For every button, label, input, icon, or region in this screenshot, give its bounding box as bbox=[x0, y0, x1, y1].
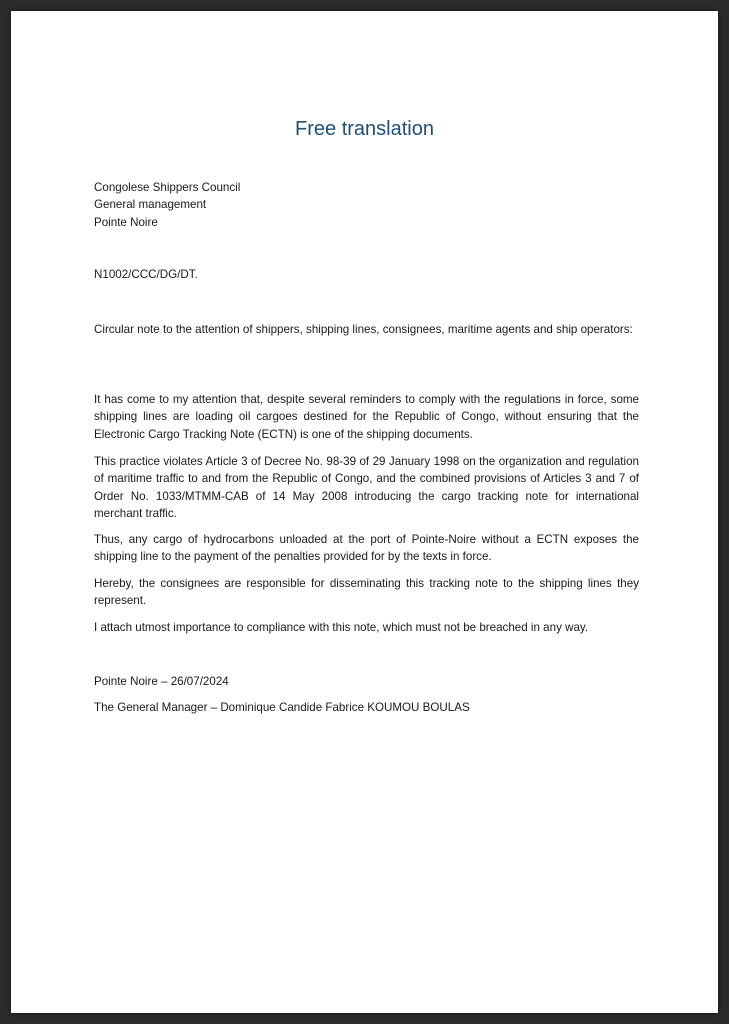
sender-organization: Congolese Shippers Council bbox=[94, 181, 241, 194]
body-paragraph-1: It has come to my attention that, despite several reminders to comply with the regulations in force, some shipping lines are loading oil cargoes destined for the Republic of Congo, without ensuring that the Electronic Cargo Tracking Note (ECTN) is one of the shipping documents. bbox=[94, 393, 639, 441]
sender-city: Pointe Noire bbox=[94, 215, 158, 229]
place-date: Pointe Noire – 26/07/2024 bbox=[94, 675, 229, 688]
body-paragraph-2: This practice violates Article 3 of Decree No. 98-39 of 29 January 1998 on the organization and regulation of maritime traffic to and from the Republic of Congo, and the combined provisions of Articles 3 and 7 of Order No. 1033/MTMM-CAB of 14 May 2008 introducing the cargo tracking note for international merchant traffic. bbox=[94, 455, 639, 521]
document-title: Free translation bbox=[295, 118, 434, 140]
sender-block bbox=[94, 179, 639, 231]
body-paragraph-4: Hereby, the consignees are responsible for disseminating this tracking note to the shipping lines they represent. bbox=[94, 577, 639, 608]
body-paragraph-5: I attach utmost importance to compliance with this note, which must not be breached in any way. bbox=[94, 621, 589, 634]
signature-line: The General Manager – Dominique Candide Fabrice KOUMOU BOULAS bbox=[94, 701, 470, 714]
sender-department: General management bbox=[94, 198, 207, 212]
reference-number: N1002/CCC/DG/DT. bbox=[94, 268, 198, 281]
addressee-line: Circular note to the attention of shippers, shipping lines, consignees, maritime agents and ship operators: bbox=[94, 323, 633, 336]
body-paragraph-3: Thus, any cargo of hydrocarbons unloaded at the port of Pointe-Noire without a ECTN exposes the shipping line to the payment of the penalties provided for by the texts in force. bbox=[94, 533, 639, 564]
